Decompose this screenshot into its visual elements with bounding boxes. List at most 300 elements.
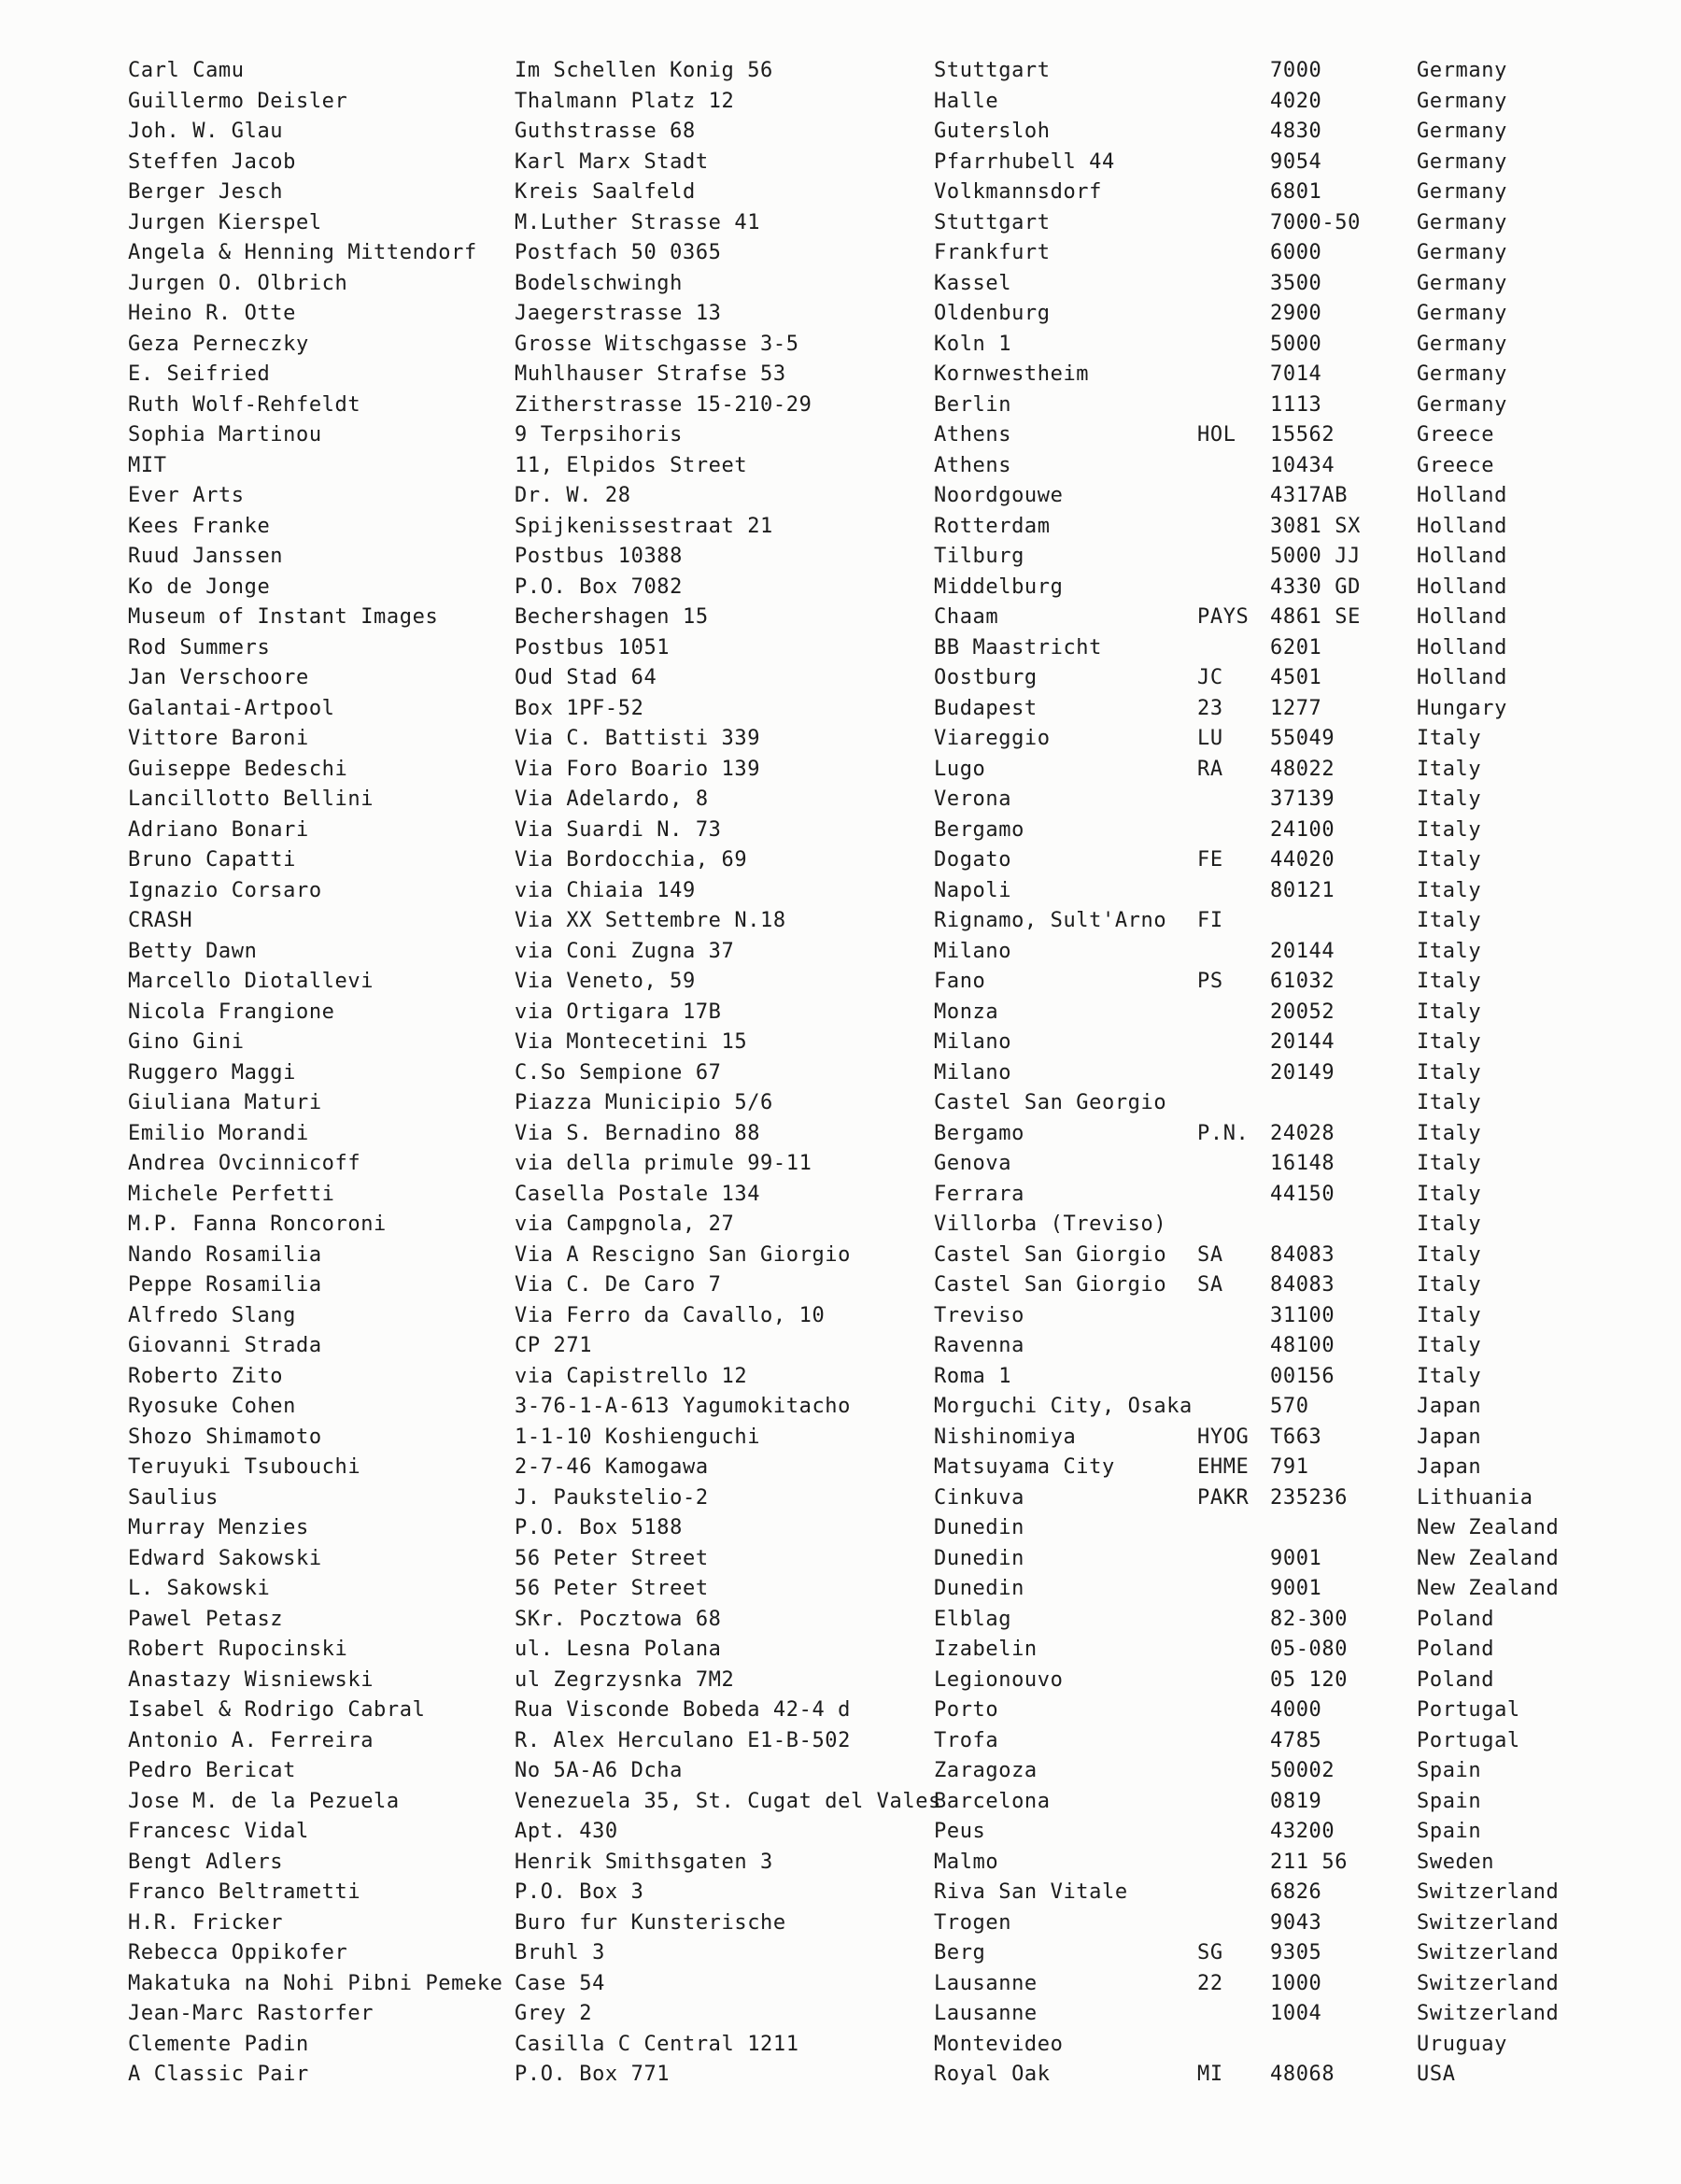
contact-name: Giovanni Strada: [128, 1334, 322, 1357]
country: Germany: [1417, 59, 1507, 82]
contact-name: Marcello Diotallevi: [128, 970, 374, 993]
address-entry: [0, 1605, 1681, 1635]
address-entry: [0, 603, 1681, 632]
street-address: CP 271: [515, 1334, 593, 1357]
street-address: R. Alex Herculano E1-B-502: [515, 1729, 851, 1752]
city: Porto: [934, 1698, 999, 1722]
city: Oostburg: [934, 666, 1038, 689]
country: Germany: [1417, 180, 1507, 204]
country: Italy: [1417, 909, 1482, 932]
street-address: Piazza Municipio 5/6: [515, 1091, 773, 1114]
contact-name: Jan Verschoore: [128, 666, 309, 689]
city: Trofa: [934, 1729, 999, 1752]
address-entry: [0, 56, 1681, 86]
contact-name: Joh. W. Glau: [128, 120, 284, 143]
contact-name: Murray Menzies: [128, 1516, 309, 1539]
city: Oldenburg: [934, 302, 1051, 325]
postal-code: 84083: [1270, 1273, 1335, 1297]
contact-name: Roberto Zito: [128, 1365, 284, 1388]
address-entry: [0, 269, 1681, 299]
country: Holland: [1417, 575, 1507, 599]
country: Switzerland: [1417, 1972, 1560, 1995]
contact-name: E. Seifried: [128, 362, 271, 386]
city: Barcelona: [934, 1790, 1051, 1813]
street-address: Via Suardi N. 73: [515, 818, 722, 842]
postal-code: 48100: [1270, 1334, 1335, 1357]
postal-code: 44020: [1270, 848, 1335, 872]
street-address: Im Schellen Konig 56: [515, 59, 773, 82]
city: Lausanne: [934, 1972, 1038, 1995]
country: Italy: [1417, 1183, 1482, 1206]
street-address: Via C. Battisti 339: [515, 727, 761, 750]
country: Greece: [1417, 423, 1495, 447]
street-address: 2-7-46 Kamogawa: [515, 1455, 709, 1479]
city: Cinkuva: [934, 1486, 1024, 1510]
address-entry: [0, 906, 1681, 936]
address-entry: [0, 1210, 1681, 1240]
street-address: Thalmann Platz 12: [515, 90, 735, 113]
country: Holland: [1417, 484, 1507, 507]
postal-code: 55049: [1270, 727, 1335, 750]
postal-code: 1004: [1270, 2002, 1322, 2025]
city: Genova: [934, 1152, 1012, 1175]
country: Poland: [1417, 1668, 1495, 1692]
country: Italy: [1417, 970, 1482, 993]
contact-name: Edward Sakowski: [128, 1547, 322, 1570]
street-address: Buro fur Kunsterische: [515, 1911, 786, 1935]
contact-name: Franco Beltrametti: [128, 1880, 361, 1904]
country: Holland: [1417, 636, 1507, 659]
postal-code: 05-080: [1270, 1638, 1349, 1661]
address-entry: [0, 1817, 1681, 1847]
street-address: Postbus 10388: [515, 545, 683, 568]
city: Chaam: [934, 605, 999, 629]
region-code: LU: [1197, 727, 1223, 750]
contact-name: Clemente Padin: [128, 2033, 309, 2056]
street-address: Via Montecetini 15: [515, 1030, 748, 1054]
city: Dunedin: [934, 1547, 1024, 1570]
address-entry: [0, 573, 1681, 603]
region-code: HOL: [1197, 423, 1236, 447]
country: Italy: [1417, 1213, 1482, 1236]
region-code: FI: [1197, 909, 1223, 932]
region-code: P.N.: [1197, 1122, 1250, 1145]
street-address: Via Foro Boario 139: [515, 758, 761, 781]
city: Castel San Georgio: [934, 1091, 1167, 1114]
region-code: JC: [1197, 666, 1223, 689]
country: Italy: [1417, 1122, 1482, 1145]
country: Italy: [1417, 727, 1482, 750]
country: New Zealand: [1417, 1547, 1560, 1570]
address-entry: [0, 1423, 1681, 1453]
address-entry: [0, 1848, 1681, 1878]
street-address: Henrik Smithsgaten 3: [515, 1851, 773, 1874]
city: Elblag: [934, 1608, 1012, 1631]
postal-code: 44150: [1270, 1183, 1335, 1206]
address-entry: [0, 724, 1681, 754]
address-entry: [0, 815, 1681, 845]
country: Holland: [1417, 605, 1507, 629]
city: Athens: [934, 423, 1012, 447]
street-address: Muhlhauser Strafse 53: [515, 362, 786, 386]
region-code: EHME: [1197, 1455, 1250, 1479]
contact-name: Andrea Ovcinnicoff: [128, 1152, 361, 1175]
city: Stuttgart: [934, 59, 1051, 82]
address-entry: [0, 1241, 1681, 1270]
city: Lausanne: [934, 2002, 1038, 2025]
street-address: ul. Lesna Polana: [515, 1638, 722, 1661]
address-entry: [0, 1301, 1681, 1331]
postal-code: 20149: [1270, 1061, 1335, 1085]
contact-name: Bengt Adlers: [128, 1851, 284, 1874]
postal-code: 9001: [1270, 1577, 1322, 1600]
country: Germany: [1417, 211, 1507, 234]
contact-name: Guillermo Deisler: [128, 90, 348, 113]
street-address: Via XX Settembre N.18: [515, 909, 786, 932]
address-entry: [0, 1058, 1681, 1088]
contact-name: Vittore Baroni: [128, 727, 309, 750]
street-address: P.O. Box 7082: [515, 575, 683, 599]
country: New Zealand: [1417, 1516, 1560, 1539]
region-code: MI: [1197, 2063, 1223, 2086]
country: Italy: [1417, 1243, 1482, 1267]
address-entry: [0, 420, 1681, 450]
city: Koln 1: [934, 333, 1012, 356]
address-entry: [0, 148, 1681, 177]
street-address: 11, Elpidos Street: [515, 454, 748, 477]
street-address: P.O. Box 771: [515, 2063, 671, 2086]
country: USA: [1417, 2063, 1456, 2086]
address-entry: [0, 481, 1681, 511]
city: Treviso: [934, 1304, 1024, 1327]
postal-code: 4000: [1270, 1698, 1322, 1722]
city: Riva San Vitale: [934, 1880, 1128, 1904]
address-entry: [0, 1666, 1681, 1695]
postal-code: 4020: [1270, 90, 1322, 113]
address-entry: [0, 1574, 1681, 1604]
contact-name: Jurgen O. Olbrich: [128, 272, 348, 295]
contact-name: Ever Arts: [128, 484, 245, 507]
street-address: Dr. W. 28: [515, 484, 631, 507]
postal-code: 6826: [1270, 1880, 1322, 1904]
country: Portugal: [1417, 1729, 1520, 1752]
country: Italy: [1417, 1304, 1482, 1327]
city: Bergamo: [934, 818, 1024, 842]
address-entry: [0, 238, 1681, 268]
city: Castel San Giorgio: [934, 1273, 1167, 1297]
contact-name: Emilio Morandi: [128, 1122, 309, 1145]
city: BB Maastricht: [934, 636, 1102, 659]
contact-name: Angela & Henning Mittendorf: [128, 241, 477, 264]
city: Middelburg: [934, 575, 1064, 599]
address-entry: [0, 1149, 1681, 1179]
postal-code: 31100: [1270, 1304, 1335, 1327]
country: Poland: [1417, 1608, 1495, 1631]
street-address: Jaegerstrasse 13: [515, 302, 722, 325]
country: Italy: [1417, 940, 1482, 963]
address-entry: [0, 998, 1681, 1028]
address-entry: [0, 1726, 1681, 1756]
street-address: via Coni Zugna 37: [515, 940, 735, 963]
region-code: RA: [1197, 758, 1223, 781]
contact-name: Saulius: [128, 1486, 219, 1510]
city: Castel San Giorgio: [934, 1243, 1167, 1267]
city: Izabelin: [934, 1638, 1038, 1661]
street-address: P.O. Box 5188: [515, 1516, 683, 1539]
address-entry: [0, 330, 1681, 360]
street-address: Via Adelardo, 8: [515, 787, 709, 811]
country: Switzerland: [1417, 2002, 1560, 2025]
contact-name: Ruth Wolf-Rehfeldt: [128, 393, 361, 417]
contact-name: Museum of Instant Images: [128, 605, 439, 629]
region-code: FE: [1197, 848, 1223, 872]
postal-code: 1000: [1270, 1972, 1322, 1995]
postal-code: 4317AB: [1270, 484, 1349, 507]
contact-name: Jurgen Kierspel: [128, 211, 322, 234]
contact-name: Makatuka na Nohi Pibni Pemeke: [128, 1972, 503, 1995]
country: Italy: [1417, 1061, 1482, 1085]
address-entry: [0, 208, 1681, 238]
street-address: Bodelschwingh: [515, 272, 683, 295]
city: Berg: [934, 1941, 986, 1964]
postal-code: 05 120: [1270, 1668, 1349, 1692]
city: Bergamo: [934, 1122, 1024, 1145]
contact-name: Michele Perfetti: [128, 1183, 335, 1206]
city: Gutersloh: [934, 120, 1051, 143]
city: Matsuyama City: [934, 1455, 1115, 1479]
city: Morguchi City, Osaka: [934, 1395, 1193, 1418]
address-entry: [0, 1392, 1681, 1422]
postal-code: 84083: [1270, 1243, 1335, 1267]
city: Fano: [934, 970, 986, 993]
country: Switzerland: [1417, 1911, 1560, 1935]
postal-code: 20144: [1270, 940, 1335, 963]
city: Milano: [934, 1061, 1012, 1085]
city: Monza: [934, 1000, 999, 1024]
contact-name: H.R. Fricker: [128, 1911, 284, 1935]
contact-name: Carl Camu: [128, 59, 245, 82]
street-address: ul Zegrzysnka 7M2: [515, 1668, 735, 1692]
address-entry: [0, 451, 1681, 481]
country: Japan: [1417, 1425, 1482, 1449]
postal-code: 20144: [1270, 1030, 1335, 1054]
country: Italy: [1417, 1000, 1482, 1024]
address-entry: [0, 755, 1681, 785]
street-address: Via C. De Caro 7: [515, 1273, 722, 1297]
city: Malmo: [934, 1851, 999, 1874]
address-entry: [0, 512, 1681, 542]
street-address: Via S. Bernadino 88: [515, 1122, 761, 1145]
address-entry: [0, 1969, 1681, 1999]
street-address: 1-1-10 Koshienguchi: [515, 1425, 761, 1449]
contact-name: Jose M. de la Pezuela: [128, 1790, 400, 1813]
street-address: Box 1PF-52: [515, 697, 644, 720]
street-address: Bruhl 3: [515, 1941, 605, 1964]
postal-code: 15562: [1270, 423, 1335, 447]
street-address: Guthstrasse 68: [515, 120, 696, 143]
street-address: Casilla C Central 1211: [515, 2033, 799, 2056]
postal-code: 80121: [1270, 879, 1335, 902]
postal-code: 3500: [1270, 272, 1322, 295]
city: Dogato: [934, 848, 1012, 872]
contact-name: Shozo Shimamoto: [128, 1425, 322, 1449]
city: Rignamo, Sult'Arno: [934, 909, 1167, 932]
city: Athens: [934, 454, 1012, 477]
city: Pfarrhubell 44: [934, 150, 1115, 174]
country: Germany: [1417, 150, 1507, 174]
postal-code: 00156: [1270, 1365, 1335, 1388]
country: Greece: [1417, 454, 1495, 477]
address-entry: [0, 1908, 1681, 1938]
address-entry: [0, 1544, 1681, 1574]
postal-code: 20052: [1270, 1000, 1335, 1024]
postal-code: 82-300: [1270, 1608, 1349, 1631]
contact-name: Francesc Vidal: [128, 1820, 309, 1843]
postal-code: 1277: [1270, 697, 1322, 720]
country: Italy: [1417, 1030, 1482, 1054]
city: Kassel: [934, 272, 1012, 295]
street-address: M.Luther Strasse 41: [515, 211, 761, 234]
region-code: 23: [1197, 697, 1223, 720]
country: Japan: [1417, 1395, 1482, 1418]
contact-name: Ko de Jonge: [128, 575, 271, 599]
street-address: 56 Peter Street: [515, 1547, 709, 1570]
country: Spain: [1417, 1820, 1482, 1843]
city: Milano: [934, 1030, 1012, 1054]
contact-name: Rod Summers: [128, 636, 271, 659]
address-entry: [0, 1331, 1681, 1361]
street-address: Spijkenissestraat 21: [515, 515, 773, 538]
street-address: 3-76-1-A-613 Yagumokitacho: [515, 1395, 851, 1418]
city: Napoli: [934, 879, 1012, 902]
city: Roma 1: [934, 1365, 1012, 1388]
postal-code: 4330 GD: [1270, 575, 1361, 599]
address-entry: [0, 87, 1681, 117]
address-entry: [0, 1756, 1681, 1786]
country: Holland: [1417, 666, 1507, 689]
street-address: Casella Postale 134: [515, 1183, 761, 1206]
postal-code: 48068: [1270, 2063, 1335, 2086]
country: Germany: [1417, 302, 1507, 325]
contact-name: Pawel Petasz: [128, 1608, 284, 1631]
address-entry: [0, 1695, 1681, 1725]
address-entry: [0, 2060, 1681, 2090]
address-entry: [0, 785, 1681, 815]
address-entry: [0, 1938, 1681, 1968]
address-entry: [0, 1119, 1681, 1149]
postal-code: 6801: [1270, 180, 1322, 204]
street-address: J. Paukstelio-2: [515, 1486, 709, 1510]
address-entry: [0, 1999, 1681, 2029]
contact-name: Peppe Rosamilia: [128, 1273, 322, 1297]
contact-name: Heino R. Otte: [128, 302, 296, 325]
contact-name: A Classic Pair: [128, 2063, 309, 2086]
country: Switzerland: [1417, 1880, 1560, 1904]
country: Italy: [1417, 879, 1482, 902]
city: Villorba (Treviso): [934, 1213, 1167, 1236]
contact-name: MIT: [128, 454, 167, 477]
contact-name: Lancillotto Bellini: [128, 787, 374, 811]
country: Holland: [1417, 545, 1507, 568]
address-entry: [0, 1270, 1681, 1300]
country: Germany: [1417, 362, 1507, 386]
postal-code: 4785: [1270, 1729, 1322, 1752]
contact-name: Betty Dawn: [128, 940, 258, 963]
contact-name: Berger Jesch: [128, 180, 284, 204]
country: Hungary: [1417, 697, 1507, 720]
postal-code: 570: [1270, 1395, 1309, 1418]
address-entry: [0, 1483, 1681, 1513]
contact-name: L. Sakowski: [128, 1577, 271, 1600]
postal-code: 10434: [1270, 454, 1335, 477]
city: Frankfurt: [934, 241, 1051, 264]
street-address: 56 Peter Street: [515, 1577, 709, 1600]
postal-code: 9001: [1270, 1547, 1322, 1570]
city: Nishinomiya: [934, 1425, 1077, 1449]
postal-code: 37139: [1270, 787, 1335, 811]
contact-name: Guiseppe Bedeschi: [128, 758, 348, 781]
postal-code: 0819: [1270, 1790, 1322, 1813]
city: Milano: [934, 940, 1012, 963]
city: Volkmannsdorf: [934, 180, 1102, 204]
city: Berlin: [934, 393, 1012, 417]
city: Noordgouwe: [934, 484, 1064, 507]
country: Poland: [1417, 1638, 1495, 1661]
postal-code: 9043: [1270, 1911, 1322, 1935]
address-entry: [0, 1453, 1681, 1482]
region-code: 22: [1197, 1972, 1223, 1995]
address-entry: [0, 845, 1681, 875]
postal-code: 50002: [1270, 1759, 1335, 1782]
street-address: via della primule 99-11: [515, 1152, 812, 1175]
country: Italy: [1417, 848, 1482, 872]
street-address: via Ortigara 17B: [515, 1000, 722, 1024]
postal-code: 235236: [1270, 1486, 1349, 1510]
city: Lugo: [934, 758, 986, 781]
postal-code: T663: [1270, 1425, 1322, 1449]
address-entry: [0, 1088, 1681, 1118]
city: Dunedin: [934, 1516, 1024, 1539]
country: Sweden: [1417, 1851, 1495, 1874]
postal-code: 24028: [1270, 1122, 1335, 1145]
address-entry: [0, 967, 1681, 997]
country: Uruguay: [1417, 2033, 1507, 2056]
contact-name: Pedro Bericat: [128, 1759, 296, 1782]
country: Italy: [1417, 1091, 1482, 1114]
city: Kornwestheim: [934, 362, 1090, 386]
city: Royal Oak: [934, 2063, 1051, 2086]
postal-code: 16148: [1270, 1152, 1335, 1175]
contact-name: Ruggero Maggi: [128, 1061, 296, 1085]
contact-name: Nicola Frangione: [128, 1000, 335, 1024]
address-entry: [0, 117, 1681, 147]
postal-code: 4830: [1270, 120, 1322, 143]
address-entry: [0, 1878, 1681, 1907]
contact-name: M.P. Fanna Roncoroni: [128, 1213, 387, 1236]
postal-code: 4861 SE: [1270, 605, 1361, 629]
country: Germany: [1417, 241, 1507, 264]
contact-name: Ruud Janssen: [128, 545, 284, 568]
country: Germany: [1417, 272, 1507, 295]
contact-name: Sophia Martinou: [128, 423, 322, 447]
region-code: SG: [1197, 1941, 1223, 1964]
city: Ferrara: [934, 1183, 1024, 1206]
contact-name: Geza Perneczky: [128, 333, 309, 356]
contact-name: Antonio A. Ferreira: [128, 1729, 374, 1752]
postal-code: 6000: [1270, 241, 1322, 264]
contact-name: Anastazy Wisniewski: [128, 1668, 374, 1692]
postal-code: 9054: [1270, 150, 1322, 174]
